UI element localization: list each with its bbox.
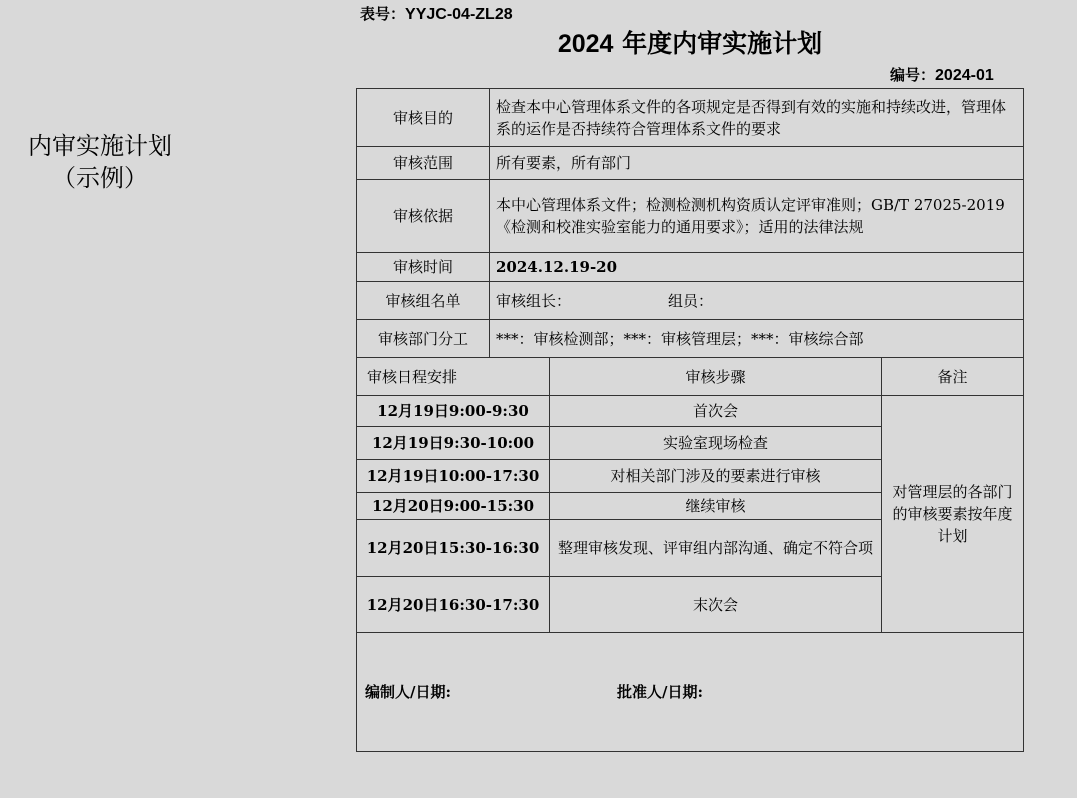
team-members-label: 组员： <box>668 291 714 310</box>
schedule-time: 12月19日9:30-10:00 <box>357 427 550 460</box>
scope-value: 所有要素，所有部门 <box>490 147 1024 180</box>
basis-label: 审核依据 <box>357 180 490 253</box>
division-row <box>357 320 1024 358</box>
audit-plan-table <box>356 88 1024 752</box>
time-value: 2024.12.19-20 <box>490 253 1024 282</box>
serial-number-value: 2024-01 <box>935 67 994 84</box>
schedule-step: 对相关部门涉及的要素进行审核 <box>550 460 882 493</box>
schedule-step: 整理审核发现、评审组内部沟通、确定不符合项 <box>550 520 882 577</box>
schedule-row <box>357 396 1024 427</box>
team-value <box>490 282 1024 320</box>
schedule-time: 12月19日9:00-9:30 <box>357 396 550 427</box>
form-number-value: YYJC-04-ZL28 <box>405 6 513 23</box>
form-number <box>360 3 513 24</box>
schedule-header-row <box>357 358 1024 396</box>
schedule-step: 实验室现场检查 <box>550 427 882 460</box>
document-title <box>355 24 1025 60</box>
form-number-label: 表号： <box>360 5 406 23</box>
purpose-value: 检查本中心管理体系文件的各项规定是否得到有效的实施和持续改进，管理体系的运作是否持续符合管理体系文件的要求 <box>490 89 1024 147</box>
signature-row <box>357 633 1024 752</box>
serial-number <box>890 64 994 85</box>
schedule-time: 12月20日16:30-17:30 <box>357 577 550 633</box>
schedule-header: 审核日程安排 <box>357 358 550 396</box>
document-title-text: 年度内审实施计划 <box>613 29 823 58</box>
side-title-line1: 内审实施计划 <box>28 132 172 160</box>
notes-header: 备注 <box>882 358 1024 396</box>
time-row <box>357 253 1024 282</box>
purpose-row <box>357 89 1024 147</box>
side-title-line2: （示例） <box>52 164 148 192</box>
document-title-year: 2024 <box>557 30 614 58</box>
division-label: 审核部门分工 <box>357 320 490 358</box>
purpose-label: 审核目的 <box>357 89 490 147</box>
schedule-time: 12月20日15:30-16:30 <box>357 520 550 577</box>
signature-cell <box>357 633 1024 752</box>
scope-label: 审核范围 <box>357 147 490 180</box>
scope-row <box>357 147 1024 180</box>
basis-row <box>357 180 1024 253</box>
schedule-note: 对管理层的各部门的审核要素按年度计划 <box>882 396 1024 633</box>
serial-number-label: 编号： <box>890 66 936 84</box>
schedule-step: 继续审核 <box>550 493 882 520</box>
basis-value: 本中心管理体系文件；检测检测机构资质认定评审准则；GB/T 27025-2019《检测和校准实验室能力的通用要求》；适用的法律法规 <box>490 180 1024 253</box>
schedule-step: 末次会 <box>550 577 882 633</box>
team-leader-label: 审核组长： <box>496 291 572 310</box>
steps-header: 审核步骤 <box>550 358 882 396</box>
side-title <box>10 130 190 194</box>
team-row <box>357 282 1024 320</box>
division-value: ***：审核检测部；***：审核管理层；***：审核综合部 <box>490 320 1024 358</box>
prepared-by-label: 编制人/日期: <box>365 683 452 701</box>
schedule-time: 12月19日10:00-17:30 <box>357 460 550 493</box>
schedule-step: 首次会 <box>550 396 882 427</box>
schedule-time: 12月20日9:00-15:30 <box>357 493 550 520</box>
team-label: 审核组名单 <box>357 282 490 320</box>
time-label: 审核时间 <box>357 253 490 282</box>
approved-by-label: 批准人/日期: <box>617 683 704 701</box>
